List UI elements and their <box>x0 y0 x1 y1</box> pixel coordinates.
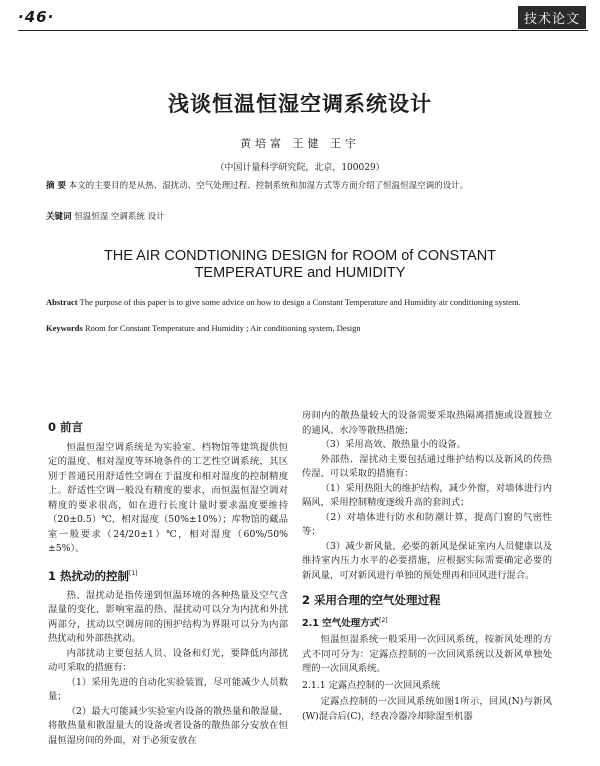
citation-ref: [2] <box>379 616 388 624</box>
title-chinese: 浅谈恒温恒湿空调系统设计 <box>168 92 432 116</box>
section-1-title: 1 热扰动的控制 <box>48 568 130 583</box>
list-item: （1）采用先进的自动化实验装置，尽可能减少人员数量； <box>48 676 288 703</box>
left-column <box>48 410 288 748</box>
section-2-1-1-heading: 2.1.1 定露点控制的一次回风系统 <box>302 679 441 691</box>
section-2-1-title: 2.1 空气处理方式 <box>302 617 380 629</box>
abstract-zh-text: 本文的主要目的是从热、湿扰动、空气处理过程、控制系统和加湿方式等方面介绍了恒温恒湿空调的设计。 <box>68 181 469 191</box>
right-column <box>302 409 552 724</box>
title-english <box>0 248 600 282</box>
paragraph: 恒温恒湿系统一般采用一次回风系统，按新风处理的方式不同可分为：定露点控制的一次回风系统以及新风单独处理的一次回风系统。 <box>302 634 552 675</box>
citation-ref: [1] <box>129 569 138 577</box>
paragraph: 外部热、湿扰动主要包括通过维护结构以及新风的传热传湿，可以采取的措施有： <box>302 453 552 479</box>
abstract-en-text: The purpose of this paper is to give some advice on how to design a Constant Temperature and Humidity air conditioning system. <box>79 297 521 307</box>
paragraph: 房间内的散热量较大的设备需要采取热隔离措施或设置独立的通风、水冷等散热措施； <box>302 410 552 436</box>
page-number: ·46· <box>18 8 55 26</box>
affiliation: （中国计量科学研究院，北京，100029） <box>215 163 385 173</box>
list-item: （3）减少新风量，必要的新风是保证室内人员健康以及维持室内压力水平的必要措施，应根据实际需要确定必要的新风量，可对新风进行单独的预处理再和回风进行混合。 <box>302 540 552 581</box>
paragraph: 热、湿扰动是指传递到恒温环境的各种热量及空气含湿量的变化，影响室温的热、湿扰动可以分为内扰和外扰两部分，扰动以空调房间的围护结构为界限可以分为内部热扰动和外部热扰动。 <box>48 589 288 645</box>
list-item: （3）采用高效、散热量小的设备。 <box>320 439 466 450</box>
section-tag: 技术论文 <box>518 6 586 29</box>
keywords-chinese <box>46 210 560 222</box>
section-1-heading <box>48 567 288 583</box>
paragraph: 恒温恒湿空调系统是为实验室、档物馆等建筑提供恒定的温度、相对湿度等环境条件的工艺性空调系统，其区别于普通民用舒适性空调在于温度和相对湿度的控制精度上。舒适性空调一般没有精度的要求，而恒温恒湿空调对精度的要求很高，如在进行长度计量时要求温度要维持（20±0.5）℃，相对湿度（50%±10%）；库物馆的藏品室一般要求（24/20±1）℃，相对湿度（60%/50%±5%）。 <box>48 441 288 554</box>
list-item: （2）对墙体进行防水和防潮计算，提高门窗的气密性等； <box>302 511 552 537</box>
keywords-en-text: Room for Constant Temperature and Humidity ; Air conditioning system, Design <box>84 323 361 333</box>
keywords-zh-label: 关键词 <box>46 212 72 222</box>
keywords-en-label: Keywords <box>46 323 83 333</box>
section-2-1-heading <box>302 614 552 632</box>
abstract-en-label: Abstract <box>46 297 78 307</box>
paragraph: 内部扰动主要包括人员、设备和灯光，要降低内部扰动可采取的措施有： <box>48 647 288 674</box>
header-rule <box>18 30 588 31</box>
section-0-heading: 0 前言 <box>48 420 84 434</box>
title-en-line1: THE AIR CONDTIONING DESIGN for ROOM of CONSTANT <box>103 248 497 264</box>
abstract-english <box>46 296 560 308</box>
keywords-zh-text: 恒温恒湿 空调系统 设计 <box>74 212 165 222</box>
section-2-heading: 2 采用合理的空气处理过程 <box>302 593 441 607</box>
title-en-line2: TEMPERATURE and HUMIDITY <box>194 265 406 281</box>
abstract-chinese <box>46 180 560 193</box>
list-item: （2）最大可能减少实验室内设备的散热量和散湿量，将散热量和散湿量大的设备或者设备的散热部分安放在恒温恒湿房间的外面，对于必须安放在 <box>48 705 288 746</box>
paragraph: 定露点控制的一次回风系统如图1所示，回风(N)与新风(W)混合后(C)，经表冷器冷却除湿至机器 <box>302 696 552 722</box>
list-item: （1）采用热阻大的维护结构，减少外窗，对墙体进行内隔风，采用控制精度逐级升高的套间式； <box>302 482 552 508</box>
abstract-zh-label: 摘 要 <box>46 181 66 191</box>
authors: 黄培富 王健 王宇 <box>240 137 360 150</box>
keywords-english <box>46 323 560 333</box>
